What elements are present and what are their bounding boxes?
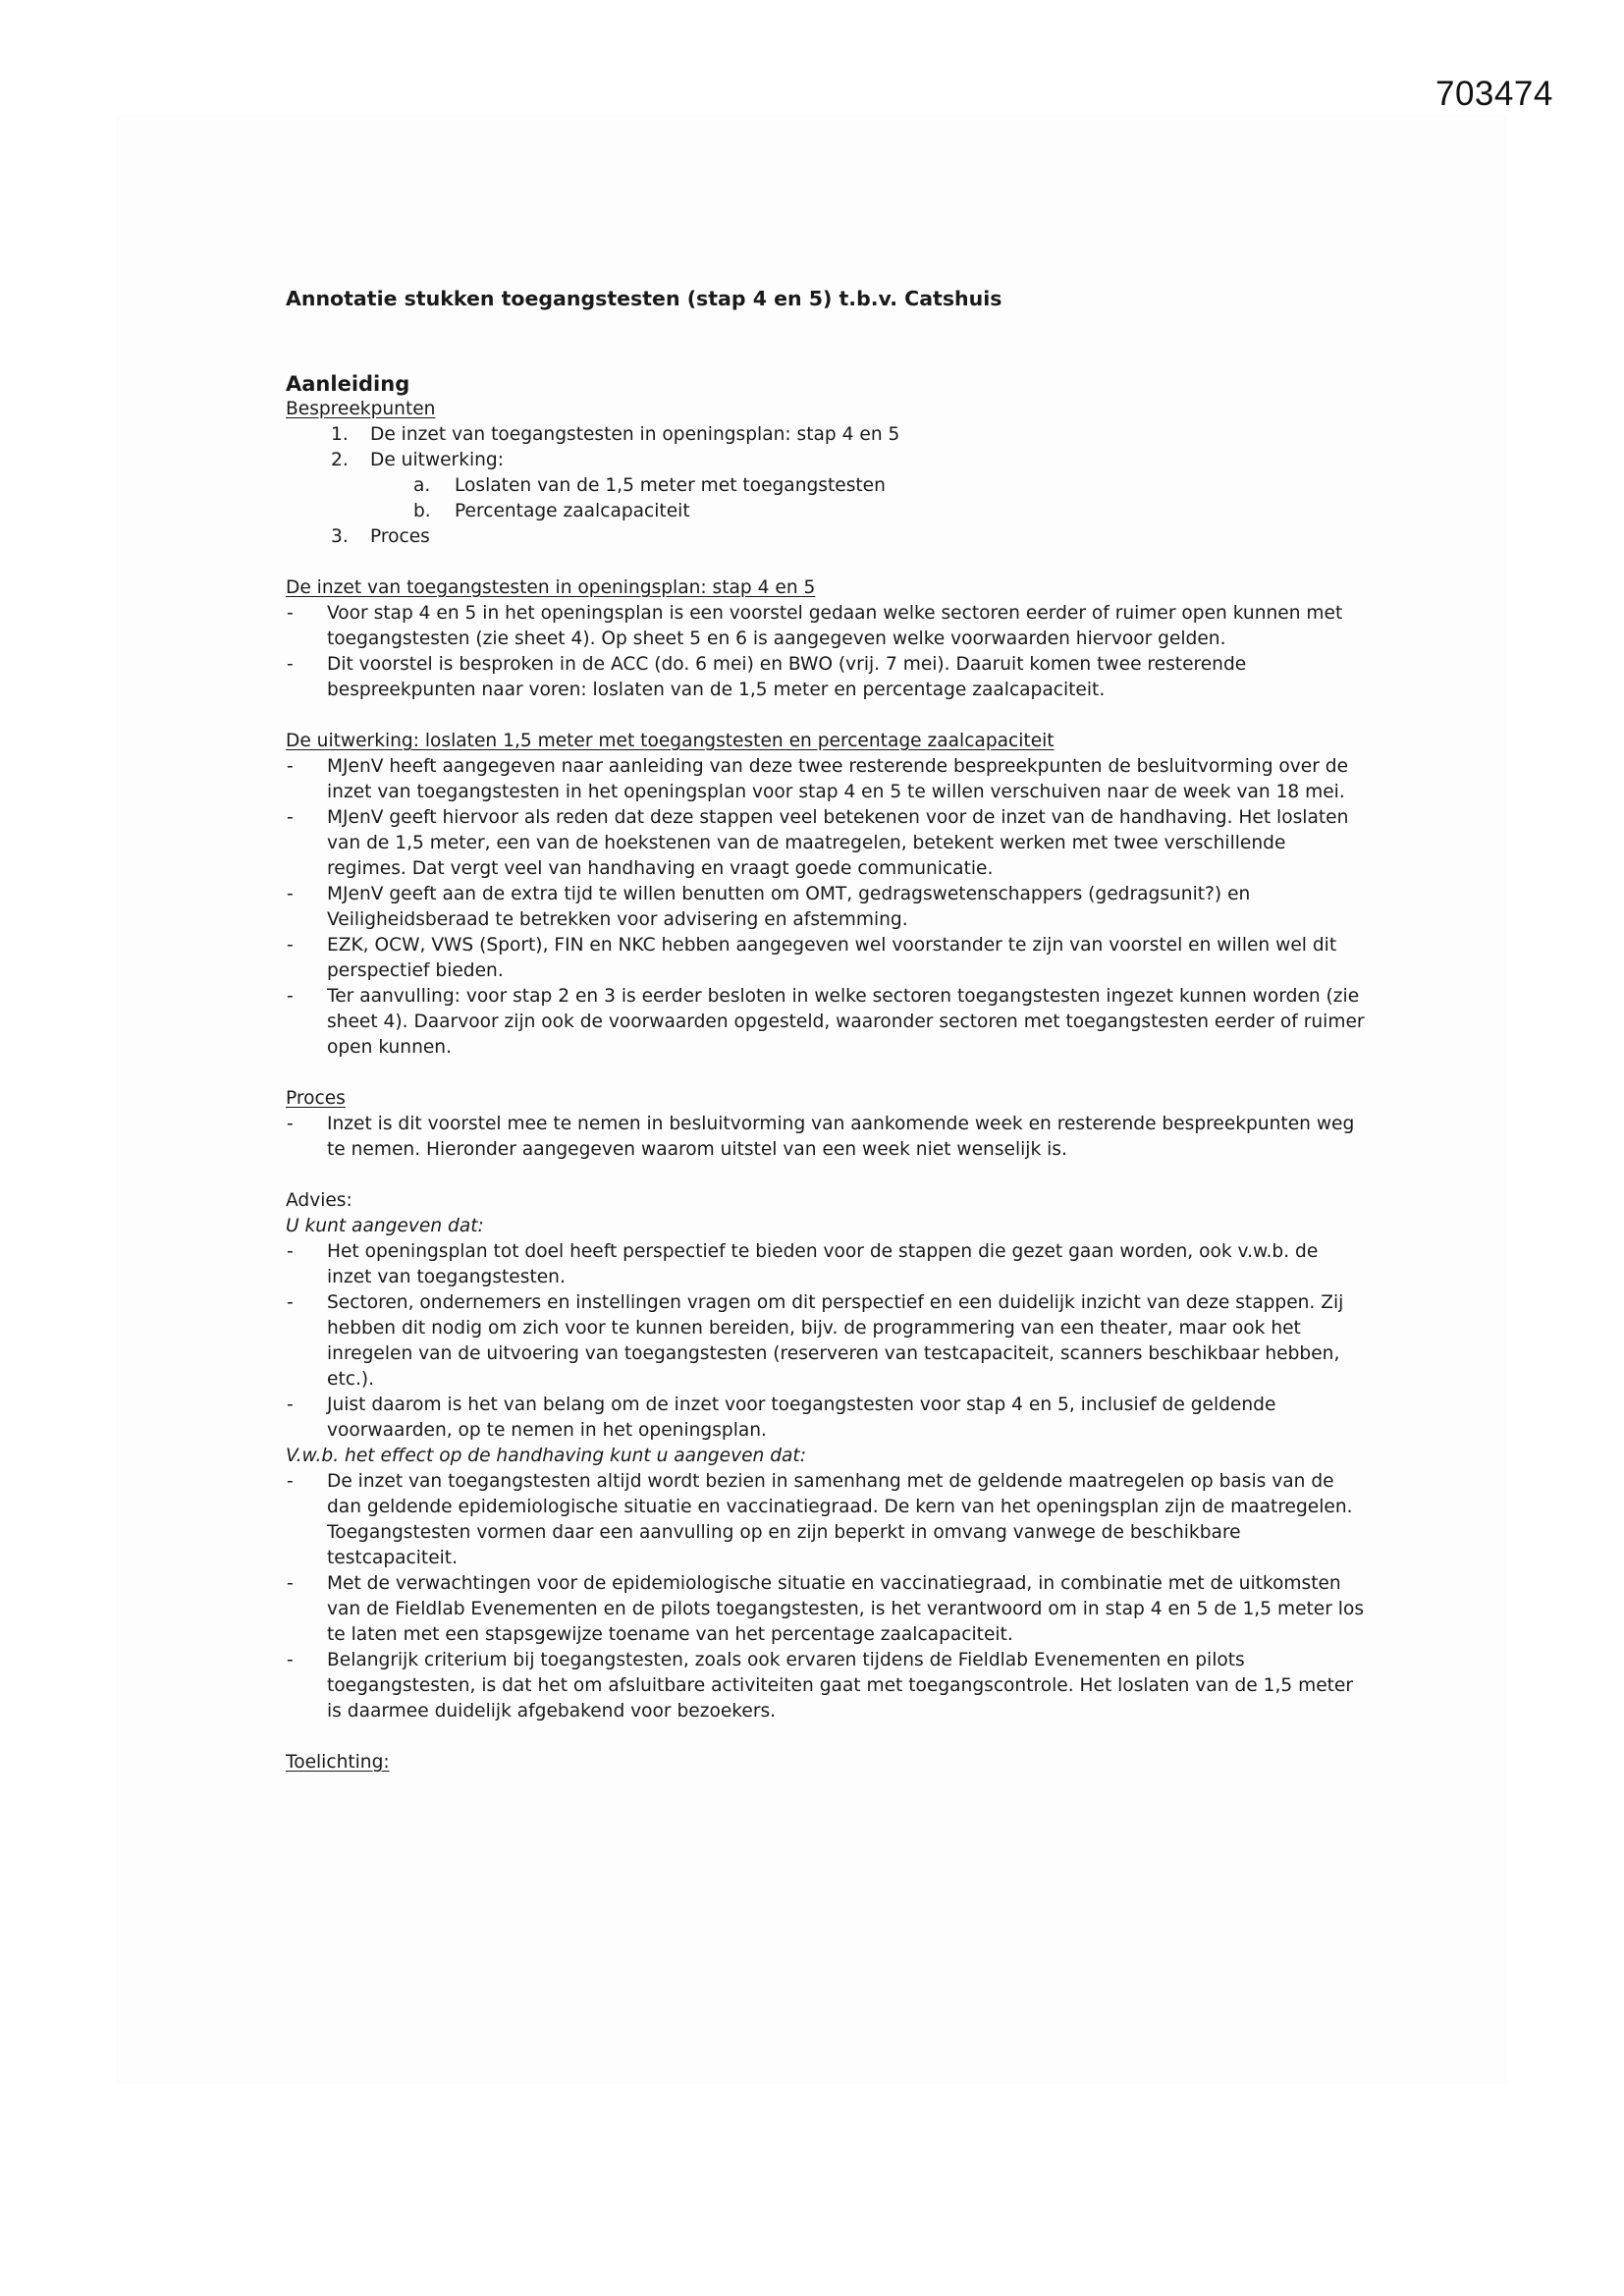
document-body <box>286 285 1366 1776</box>
advies-bullets <box>286 1239 1366 1444</box>
bullet-text: De inzet van toegangstesten altijd wordt bezien in samenhang met de geldende maatregelen op basis van de dan geldende epidemiologische situatie en vaccinatiegraad. De kern van het openingsplan zijn de maatregelen. Toegangstesten vormen daar een aanvulling op en zijn beperkt in omvang vanwege de beschikbare testcapaciteit. <box>327 1471 1353 1568</box>
list-item-text: De inzet van toegangstesten in openingsplan: stap 4 en 5 <box>370 424 900 445</box>
subheading-bespreekpunten: Bespreekpunten <box>286 399 436 419</box>
list-marker: 1. <box>331 424 349 445</box>
dash-marker: - <box>287 1114 294 1134</box>
list-item <box>286 422 1366 448</box>
bullet-text: Voor stap 4 en 5 in het openingsplan is een voorstel gedaan welke sectoren eerder of ruimer open kunnen met toegangstesten (zie sheet 4). Op sheet 5 en 6 is aangegeven welke voorwaarden hiervoor gelden. <box>327 603 1343 649</box>
dash-marker: - <box>287 1650 294 1670</box>
dash-marker: - <box>287 884 294 904</box>
bullet-text: Sectoren, ondernemers en instellingen vragen om dit perspectief en een duidelijk inzicht van deze stappen. Zij hebben dit nodig om zich voor te kunnen bereiden, bijv. de programmering van een theater, maar ook het inregelen van de uitvoering van toegangstesten (reserveren van testcapaciteit, scanners beschikbaar hebben, etc.). <box>327 1292 1344 1390</box>
bullet-text: MJenV geeft aan de extra tijd te willen benutten om OMT, gedragswetenschappers (gedragsunit?) en Veiligheidsberaad te betrekken voor advisering en afstemming. <box>327 884 1251 930</box>
bullet-item <box>286 1648 1366 1724</box>
section-heading-aanleiding: Aanleiding <box>286 372 410 396</box>
list-marker: 2. <box>331 450 349 470</box>
bullet-text: Ter aanvulling: voor stap 2 en 3 is eerder besloten in welke sectoren toegangstesten ingezet kunnen worden (zie sheet 4). Daarvoor zijn ook de voorwaarden opgesteld, waaronder sectoren met toegangstesten eerder of ruimer open kunnen. <box>327 986 1365 1058</box>
section-heading-inzet: De inzet van toegangstesten in openingsplan: stap 4 en 5 <box>286 577 816 598</box>
bullet-item <box>286 1393 1366 1444</box>
bullet-item <box>286 601 1366 652</box>
bullet-item <box>286 805 1366 882</box>
document-number: 703474 <box>1435 75 1553 113</box>
dash-marker: - <box>287 935 294 956</box>
bullet-text: MJenV heeft aangegeven naar aanleiding van deze twee resterende bespreekpunten de besluitvorming over de inzet van toegangstesten in het openingsplan voor stap 4 en 5 te willen verschuiven naar de week van 18 mei. <box>327 756 1349 802</box>
advies-intro: U kunt aangeven dat: <box>286 1216 484 1236</box>
list-item <box>286 473 1366 499</box>
bullet-text: Met de verwachtingen voor de epidemiologische situatie en vaccinatiegraad, in combinatie met de uitkomsten van de Fieldlab Evenementen en de pilots toegangstesten, is het verantwoord om in stap 4 en 5 de 1,5 meter los te laten met een stapsgewijze toename van het percentage zaalcapaciteit. <box>327 1573 1365 1645</box>
list-item-text: Percentage zaalcapaciteit <box>455 501 690 521</box>
bullet-text: Inzet is dit voorstel mee te nemen in besluitvorming van aankomende week en resterende bespreekpunten weg te nemen. Hieronder aangegeven waarom uitstel van een week niet wenselijk is. <box>327 1114 1355 1160</box>
dash-marker: - <box>287 654 294 675</box>
bullet-text: Dit voorstel is besproken in de ACC (do. 6 mei) en BWO (vrij. 7 mei). Daaruit komen twee resterende bespreekpunten naar voren: loslaten van de 1,5 meter en percentage zaalcapaciteit. <box>327 654 1247 700</box>
list-item <box>286 448 1366 473</box>
proces-bullets <box>286 1112 1366 1163</box>
dash-marker: - <box>287 603 294 624</box>
handhaving-intro: V.w.b. het effect op de handhaving kunt u aangeven dat: <box>286 1446 806 1466</box>
dash-marker: - <box>287 1292 294 1313</box>
dash-marker: - <box>287 756 294 777</box>
dash-marker: - <box>287 807 294 828</box>
bullet-item <box>286 933 1366 984</box>
dash-marker: - <box>287 1573 294 1594</box>
bespreekpunten-list <box>286 422 1366 473</box>
bullet-item <box>286 1469 1366 1571</box>
uitwerking-bullets <box>286 754 1366 1061</box>
section-heading-proces: Proces <box>286 1088 346 1109</box>
bullet-item <box>286 754 1366 805</box>
bullet-text: MJenV geeft hiervoor als reden dat deze stappen veel betekenen voor de inzet van de handhaving. Het loslaten van de 1,5 meter, een van de hoekstenen van de maatregelen, betekent werken met twee verschillende regimes. Dat vergt veel van handhaving en vraagt goede communicatie. <box>327 807 1349 879</box>
section-heading-uitwerking: De uitwerking: loslaten 1,5 meter met toegangstesten en percentage zaalcapaciteit <box>286 731 1055 751</box>
handhaving-bullets <box>286 1469 1366 1724</box>
uitwerking-sublist <box>286 473 1366 524</box>
bullet-text: EZK, OCW, VWS (Sport), FIN en NKC hebben aangegeven wel voorstander te zijn van voorstel en willen wel dit perspectief bieden. <box>327 935 1337 981</box>
dash-marker: - <box>287 1241 294 1262</box>
bullet-text: Juist daarom is het van belang om de inzet voor toegangstesten voor stap 4 en 5, inclusief de geldende voorwaarden, op te nemen in het openingsplan. <box>327 1394 1276 1441</box>
inzet-bullets <box>286 601 1366 703</box>
bullet-item <box>286 1239 1366 1290</box>
section-heading-advies: Advies: <box>286 1190 352 1211</box>
list-marker: a. <box>413 475 431 496</box>
list-item-text: Loslaten van de 1,5 meter met toegangstesten <box>455 475 886 496</box>
section-heading-toelichting: Toelichting: <box>286 1752 390 1773</box>
dash-marker: - <box>287 1471 294 1492</box>
dash-marker: - <box>287 1394 294 1415</box>
list-item <box>286 524 1366 550</box>
list-marker: 3. <box>331 526 349 547</box>
list-item <box>286 499 1366 524</box>
bullet-item <box>286 882 1366 933</box>
bespreekpunten-list-cont <box>286 524 1366 550</box>
bullet-item <box>286 1112 1366 1163</box>
bullet-text: Belangrijk criterium bij toegangstesten, zoals ook ervaren tijdens de Fieldlab Evenementen en pilots toegangstesten, is dat het om afsluitbare activiteiten gaat met toegangscontrole. Het loslaten van de 1,5 meter is daarmee duidelijk afgebakend voor bezoekers. <box>327 1650 1354 1722</box>
bullet-item <box>286 1571 1366 1648</box>
bullet-item <box>286 652 1366 703</box>
bullet-item <box>286 984 1366 1061</box>
dash-marker: - <box>287 986 294 1007</box>
list-marker: b. <box>413 501 431 521</box>
bullet-item <box>286 1290 1366 1393</box>
document-title: Annotatie stukken toegangstesten (stap 4 en 5) t.b.v. Catshuis <box>286 287 1002 310</box>
list-item-text: Proces <box>370 526 430 547</box>
bullet-text: Het openingsplan tot doel heeft perspectief te bieden voor de stappen die gezet gaan worden, ook v.w.b. de inzet van toegangstesten. <box>327 1241 1319 1287</box>
list-item-text: De uitwerking: <box>370 450 504 470</box>
